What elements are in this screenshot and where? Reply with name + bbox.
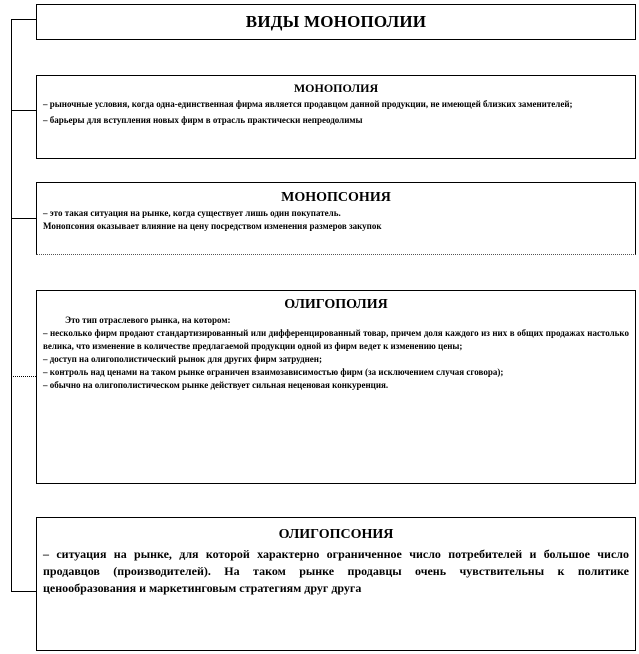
oligopoly-line: – обычно на олигополистическом рынке действует сильная неценовая конкуренция. [43, 380, 389, 391]
connector-monopsony [11, 218, 36, 219]
diagram-title: ВИДЫ МОНОПОЛИИ [245, 12, 427, 31]
monopsony-heading: МОНОПСОНИЯ [281, 190, 391, 205]
oligopsony-box [36, 517, 636, 651]
oligopoly-intro: Это тип отраслевого рынка, на котором: [65, 315, 231, 326]
oligopoly-line: – контроль над ценами на таком рынке ограничен взаимозависимостью фирм (за исключением случая сговора); [43, 367, 504, 378]
connector-title [11, 19, 36, 20]
monopoly-heading: МОНОПОЛИЯ [293, 81, 379, 95]
monopsony-box [36, 182, 636, 255]
monopsony-line: Монопсония оказывает влияние на цену посредством изменения размеров закупок [43, 221, 382, 232]
connector-monopoly [11, 110, 36, 111]
oligopoly-line: – несколько фирм продают стандартизированный или дифференцированный товар, причем доля каждого из них в общих продажах настолько велика, что изменение в количестве предлагаемой продукции одной из фирм ведет к изменению цены; [43, 328, 629, 352]
oligopoly-line: – доступ на олигополистический рынок для других фирм затруднен; [43, 354, 322, 365]
oligopoly-box [36, 290, 636, 484]
oligopoly-heading: ОЛИГОПОЛИЯ [284, 297, 388, 312]
monopoly-line: – барьеры для вступления новых фирм в отрасль практически непреодолимы [43, 115, 363, 126]
monopoly-box [36, 75, 636, 159]
monopoly-line: – рыночные условия, когда одна-единственная фирма является продавцом данной продукции, не имеющей близких заменителей; [43, 99, 573, 110]
oligopsony-line: – ситуация на рынке, для которой характерно ограниченное число потребителей и большое число продавцов (производителей). На таком рынке продавцы очень чувствительны к политике ценообразования и маркетинговым стратегиям друг друга [43, 547, 629, 596]
connector-oligopoly [11, 376, 36, 377]
monopsony-line: – это такая ситуация на рынке, когда существует лишь один покупатель. [43, 208, 341, 219]
oligopsony-heading: ОЛИГОПСОНИЯ [278, 527, 394, 542]
connector-trunk [11, 19, 12, 592]
diagram-title-box [36, 4, 636, 40]
connector-oligopsony [11, 591, 36, 592]
